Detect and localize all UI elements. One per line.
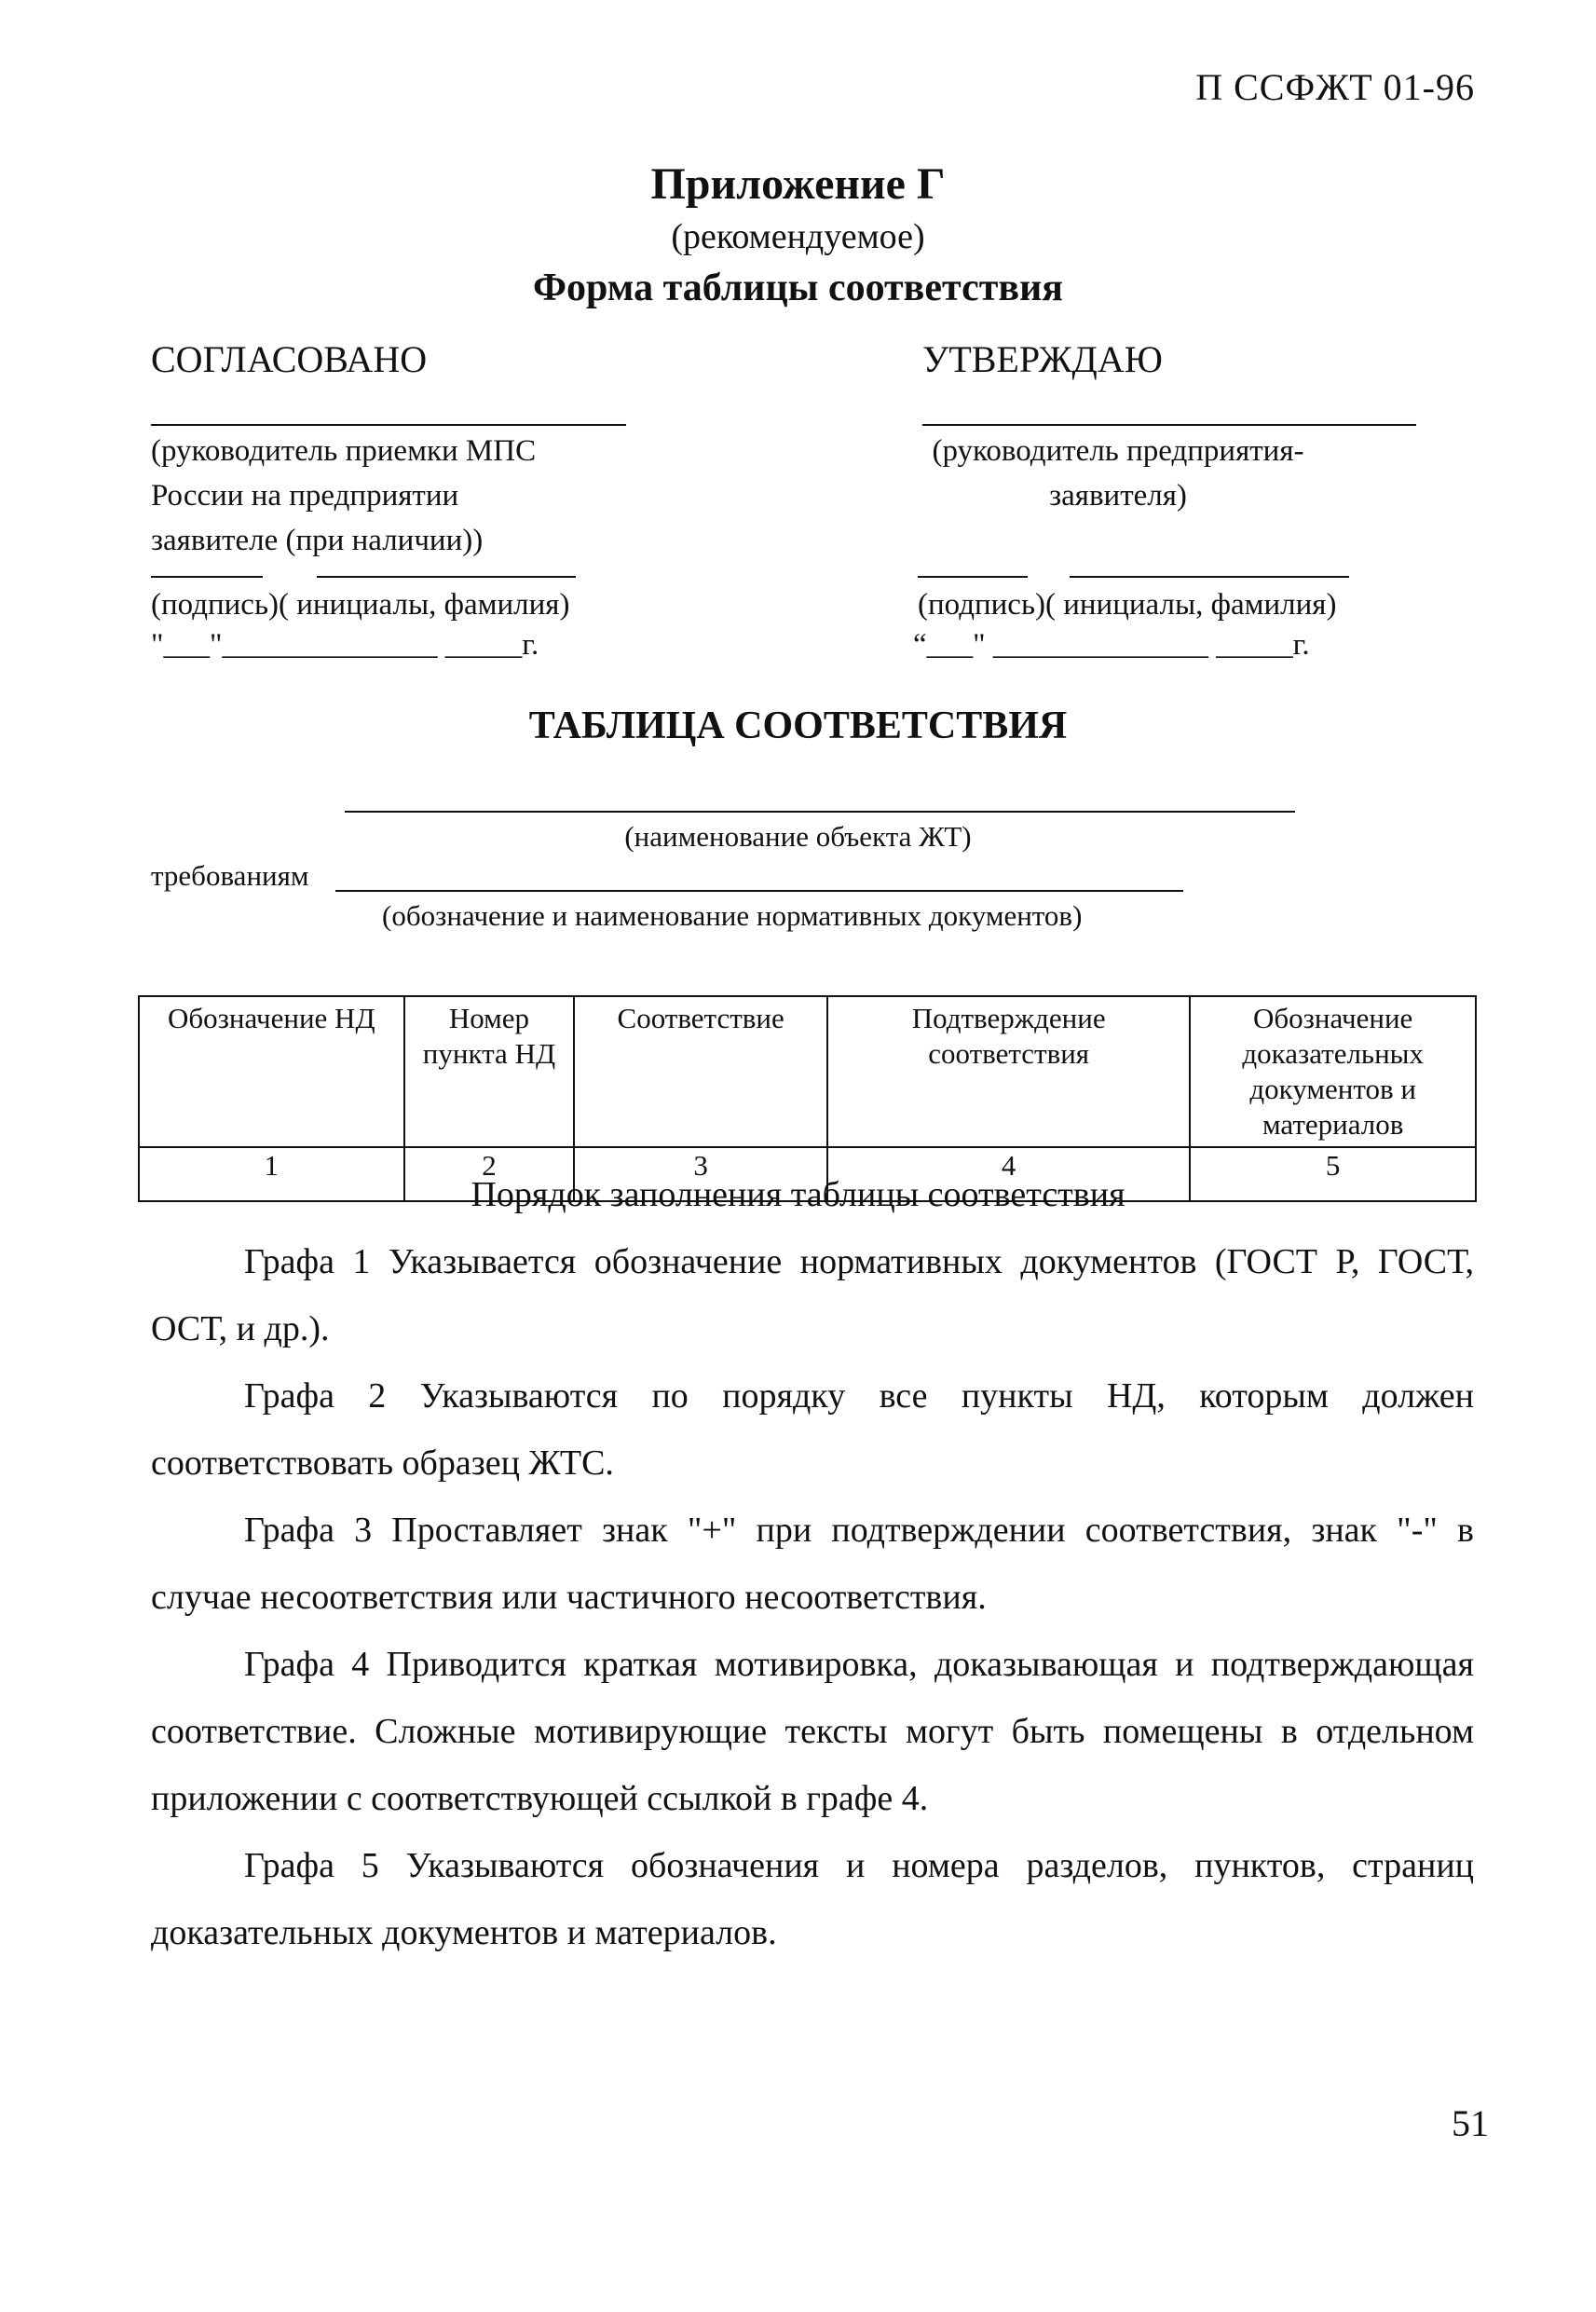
approve-signature-caption: (подпись)( инициалы, фамилия) — [918, 588, 1337, 622]
agreed-heading: СОГЛАСОВАНО — [151, 338, 428, 380]
approve-role: (руководитель предприятия- заявителя) — [932, 434, 1304, 513]
column-number: 5 — [1190, 1147, 1476, 1201]
object-name-line — [345, 811, 1295, 813]
column-number: 3 — [574, 1147, 827, 1201]
header-cell: Номер пункта НД — [404, 996, 575, 1147]
object-name-caption: (наименование объекта ЖТ) — [624, 820, 972, 853]
form-title: Форма таблицы соответствия — [532, 267, 1064, 309]
document-code: П ССФЖТ 01-96 — [1195, 66, 1475, 108]
documents-caption: (обозначение и наименование нормативных документов) — [382, 899, 1083, 932]
approve-signature-blank — [918, 576, 1028, 578]
page-number: 51 — [1452, 2102, 1489, 2144]
appendix-title: Приложение Г — [650, 159, 946, 209]
conformity-table — [138, 995, 1477, 1202]
header-cell: Обозначение НД — [139, 996, 404, 1147]
paragraph-column-2: Графа 2 Указываются по порядку все пункты НД, которым должен соответствовать образец ЖТС. — [151, 1376, 1474, 1483]
requirements-line — [335, 890, 1183, 892]
approve-date-line: “___" ______________ _____г. — [913, 628, 1310, 662]
agreed-signature-blank — [151, 576, 263, 578]
paragraph-column-3: Графа 3 Проставляет знак "+" при подтверждении соответствия, знак "-" в случае несоответствия или частичного несоответствия. — [151, 1511, 1474, 1617]
header-cell: Подтверждение соответствия — [827, 996, 1190, 1147]
paragraph-column-4: Графа 4 Приводится краткая мотивировка, доказывающая и подтверждающая соответствие. Сложные мотивирующие тексты могут быть помещены в отдельном приложении с соответствующей ссылкой в графе 4. — [151, 1645, 1474, 1818]
agreed-role: (руководитель приемки МПС России на предприятии заявителе (при наличии)) — [151, 434, 537, 557]
paragraph-column-5: Графа 5 Указываются обозначения и номера разделов, пунктов, страниц доказательных документов и материалов. — [151, 1846, 1474, 1952]
header-cell: Соответствие — [574, 996, 827, 1147]
table-header-row — [139, 996, 1476, 1147]
approve-name-blank — [1070, 576, 1349, 578]
agreed-name-blank — [317, 576, 576, 578]
column-number: 1 — [139, 1147, 404, 1201]
agreed-signature-line — [151, 424, 626, 426]
column-number: 2 — [404, 1147, 575, 1201]
agreed-date-line: "___"______________ _____г. — [151, 628, 539, 662]
approve-signature-line — [922, 424, 1416, 426]
table-title: ТАБЛИЦА СООТВЕТСТВИЯ — [528, 705, 1068, 747]
approve-heading: УТВЕРЖДАЮ — [922, 338, 1163, 380]
header-cell: Обозначение доказательных документов и материалов — [1190, 996, 1476, 1147]
appendix-subtitle: (рекомендуемое) — [671, 217, 925, 256]
column-number: 4 — [827, 1147, 1190, 1201]
filling-order-title: Порядок заполнения таблицы соответствия — [471, 1175, 1125, 1214]
requirements-label: требованиям — [151, 859, 309, 892]
agreed-signature-caption: (подпись)( инициалы, фамилия) — [151, 588, 570, 622]
paragraph-column-1: Графа 1 Указывается обозначение нормативных документов (ГОСТ Р, ГОСТ, ОСТ, и др.). — [151, 1242, 1474, 1348]
